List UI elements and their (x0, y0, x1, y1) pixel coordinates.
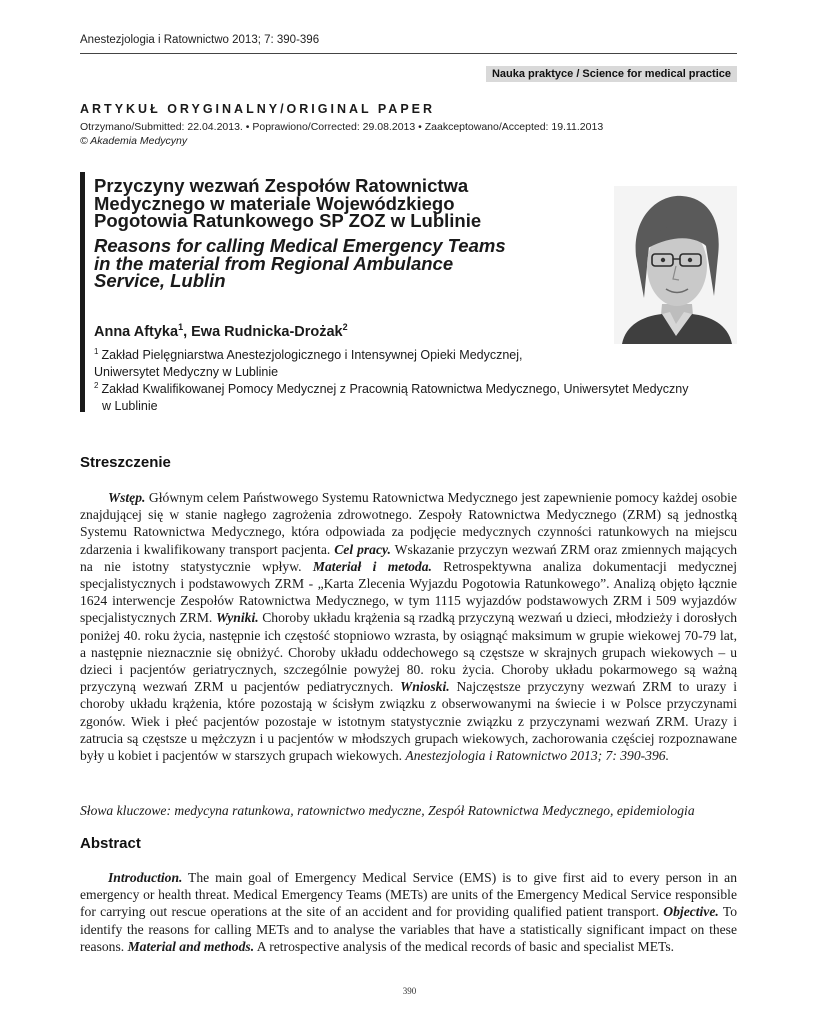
title-bar-accent (80, 172, 85, 412)
copyright-line: © Akademia Medycyny (80, 135, 188, 147)
material-text: Retrospektywna analiza dokumentacji medycznej specjalistycznych i podstawowych ZRM - „Karta Zlecenia Wyjazdu Pogotowia Ratunkowego”. Analizą objęto łącznie 1624 interwencje Zespołów Ratownictwa Medycznego, w tym 1115 wyjazdów podstawowych ZRM i 509 wyjazdów specjalistycznych ZRM. (80, 558, 737, 626)
authors (94, 322, 348, 340)
objective-text: To identify the reasons for calling METs and to analyse the variables that have a statistically significant impact on these reasons. (80, 904, 738, 954)
objective-label: Objective. (663, 904, 719, 920)
affiliation-2-line-1: Zakład Kwalifikowanej Pomocy Medycznej z Pracownią Ratownictwa Medycznego, Uniwersytet Medyczny (101, 382, 689, 397)
cel-text: Wskazanie przyczyn wezwań ZRM oraz zmiennych mających na nie istotny statystycznie wpływ. (80, 541, 737, 574)
author-2-name: Ewa Rudnicka-Drożak (191, 323, 343, 340)
dates-line: Otrzymano/Submitted: 22.04.2013. • Poprawiono/Corrected: 29.08.2013 • Zaakceptowano/Accepted: 19.11.2013 (80, 121, 604, 133)
author-separator: , (183, 323, 192, 340)
affiliation-1-line-2: Uniwersytet Medyczny w Lublinie (94, 365, 279, 380)
title-polish (94, 177, 594, 230)
section-badge: Nauka praktyce / Science for medical practice (486, 66, 737, 82)
author-1-affil-mark: 1 (178, 322, 184, 332)
author-2-affil-mark: 2 (342, 322, 348, 332)
material-label: Materiał i metoda. (312, 558, 432, 574)
keywords-line: Słowa kluczowe: medycyna ratunkowa, ratownictwo medyczne, Zespół Ratownictwa Medycznego, epidemiologia (80, 803, 695, 818)
author-photo (614, 186, 737, 344)
title-polish-line-2: Medycznego w materiale Wojewódzkiego (94, 192, 455, 214)
wnioski-text: Najczęstsze przyczyny wezwań ZRM to urazy i choroby układu krążenia, które pozostają w ścisłym związku z obserwowanymi na świecie i w Polsce przyczynami zgonów. Wiek i płeć pacjentów pozostaje w istotnym statystycznie związku z przyczynami wezwań ZRM. Urazy i zatrucia są częstsze u mężczyzn i u pacjentów w młodszych grupach wiekowych, zachorowania częściej rozpoznawane były u kobiet i pacjentów w starszych grupach wiekowych. (80, 679, 737, 764)
title-english-line-1: Reasons for calling Medical Emergency Teams (94, 235, 506, 256)
header-rule (80, 53, 737, 54)
wstep-label: Wstęp. (108, 490, 146, 505)
article-type: ARTYKUŁ ORYGINALNY/ORIGINAL PAPER (80, 102, 436, 116)
wnioski-label: Wnioski. (400, 679, 450, 695)
affiliation-1 (94, 343, 734, 381)
streszczenie-heading: Streszczenie (80, 454, 171, 471)
title-english-line-3: Service, Lublin (94, 270, 226, 291)
introduction-text: The main goal of Emergency Medical Service (EMS) is to give first aid to every person in an emergency or health threat. Medical Emergency Teams (METs) are units of the Emergency Medical Service responsible for carrying out rescue operations at the site of an accident and for providing qualified patient transport. (80, 870, 737, 920)
title-polish-line-3: Pogotowia Ratunkowego SP ZOZ w Lublinie (94, 210, 482, 231)
author-portrait-icon (614, 186, 737, 344)
cel-label: Cel pracy. (334, 541, 391, 557)
affiliation-2-mark: 2 (94, 381, 99, 390)
title-english-line-2: in the material from Regional Ambulance (94, 252, 454, 274)
abstract-body (80, 869, 737, 955)
title-polish-line-1: Przyczyny wezwań Zespołów Ratownictwa (94, 175, 469, 196)
page-number: 390 (402, 986, 417, 996)
introduction-label: Introduction. (108, 870, 183, 885)
methods-text: A retrospective analysis of the medical records of basic and specialist METs. (254, 938, 675, 954)
affiliation-1-mark: 1 (94, 347, 99, 356)
affiliation-1-line-1: Zakład Pielęgniarstwa Anestezjologicznego i Intensywnej Opieki Medycznej, (101, 348, 523, 363)
wyniki-label: Wyniki. (215, 610, 259, 626)
wstep-text: Głównym celem Państwowego Systemu Ratownictwa Medycznego jest zapewnienie pomocy każdej osobie znajdującej się w stanie nagłego zagrożenia zdrowotnego. Zespoły Ratownictwa Medycznego (ZRM) są jednostką Systemu Ratownictwa Medycznego, która odpowiada za podjęcie medycznych czynności ratunkowych na miejscu zdarzenia i kwalifikowany transport pacjenta. (80, 490, 737, 557)
streszczenie-body (80, 489, 737, 764)
streszczenie-citation: Anestezjologia i Ratownictwo 2013; 7: 390-396. (405, 748, 669, 764)
affiliation-2 (94, 377, 734, 415)
methods-label: Material and methods. (127, 938, 255, 954)
affiliation-2-line-2: w Lublinie (102, 399, 158, 414)
wyniki-text: Choroby układu krążenia są rzadką przyczyną wezwań u dzieci, młodzieży i dorosłych poniżej 40. roku życia, następnie ich częstość stopniowo wzrasta, by osiągnąć maksimum w grupie wiekowej 70-79 lat, a następnie nieznacznie się obniżyć. Choroby układu oddechowego są częstsze w skrajnych grupach wiekowych – u dzieci i pacjentów geriatrycznych, szczególnie powyżej 80. roku życia. Choroby układu pokarmowego są ważną przyczyną wezwań ZRM u pacjentów pediatrycznych. (80, 610, 738, 695)
author-1-name: Anna Aftyka (94, 323, 179, 340)
journal-header: Anestezjologia i Ratownictwo 2013; 7: 390-396 (80, 34, 320, 46)
title-english (94, 237, 594, 290)
abstract-heading: Abstract (80, 835, 141, 852)
